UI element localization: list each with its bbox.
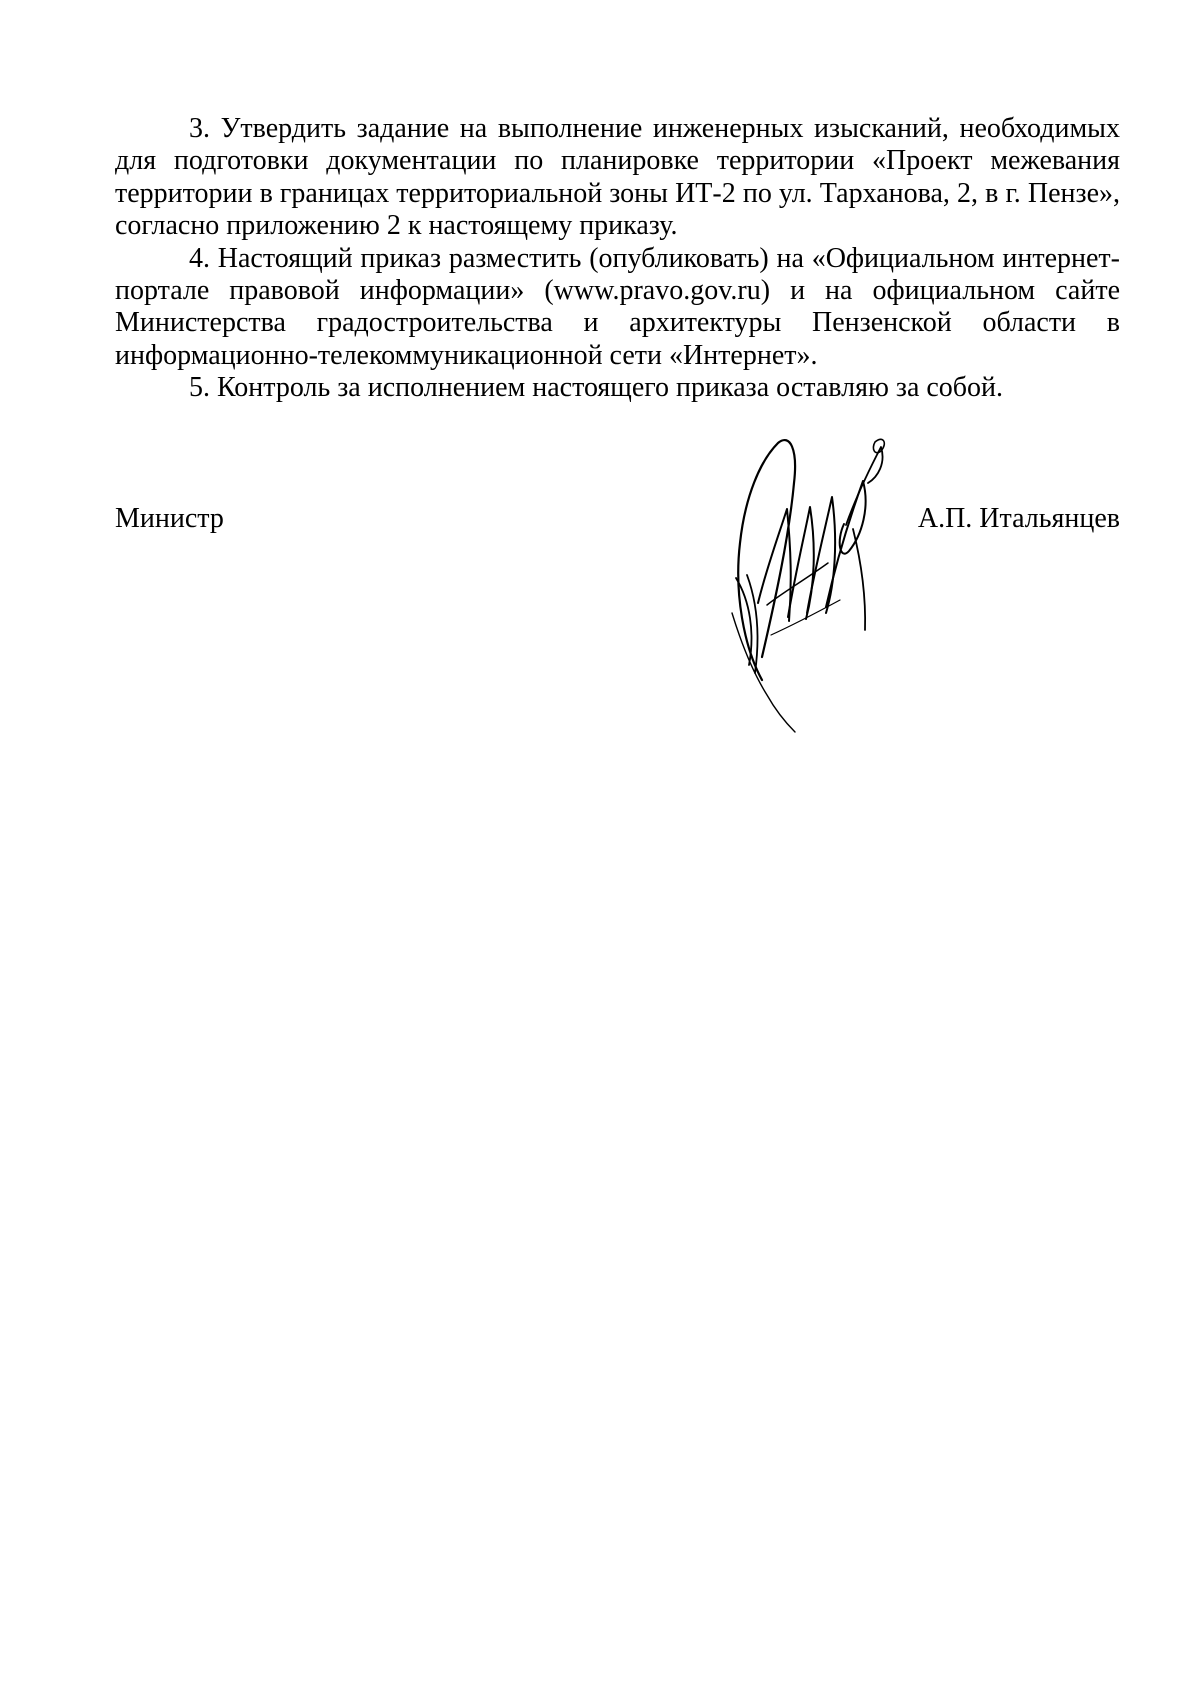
handwritten-signature [700,425,890,735]
signature-block [115,503,1120,543]
paragraph-item-3: 3. Утвердить задание на выполнение инженерных изысканий, необходимых для подготовки документации по планировке территории «Проект межевания территории в границах территориальной зоны ИТ-2 по ул. Тарханова, 2, в г. Пензе», согласно приложению 2 к настоящему приказу. [115,113,1120,242]
order-body [115,113,1120,405]
paragraph-item-5: 5. Контроль за исполнением настоящего приказа оставляю за собой. [189,372,1004,404]
signer-name: А.П. Итальянцев [917,503,1120,534]
paragraph-item-4: 4. Настоящий приказ разместить (опубликовать) на «Официальном интернет-портале правовой информации» (www.pravo.gov.ru) и на официальном сайте Министерства градостроительства и архитектуры Пензенской области в информационно-телекоммуникационной сети «Интернет». [115,242,1120,371]
position-title: Министр [115,503,224,534]
